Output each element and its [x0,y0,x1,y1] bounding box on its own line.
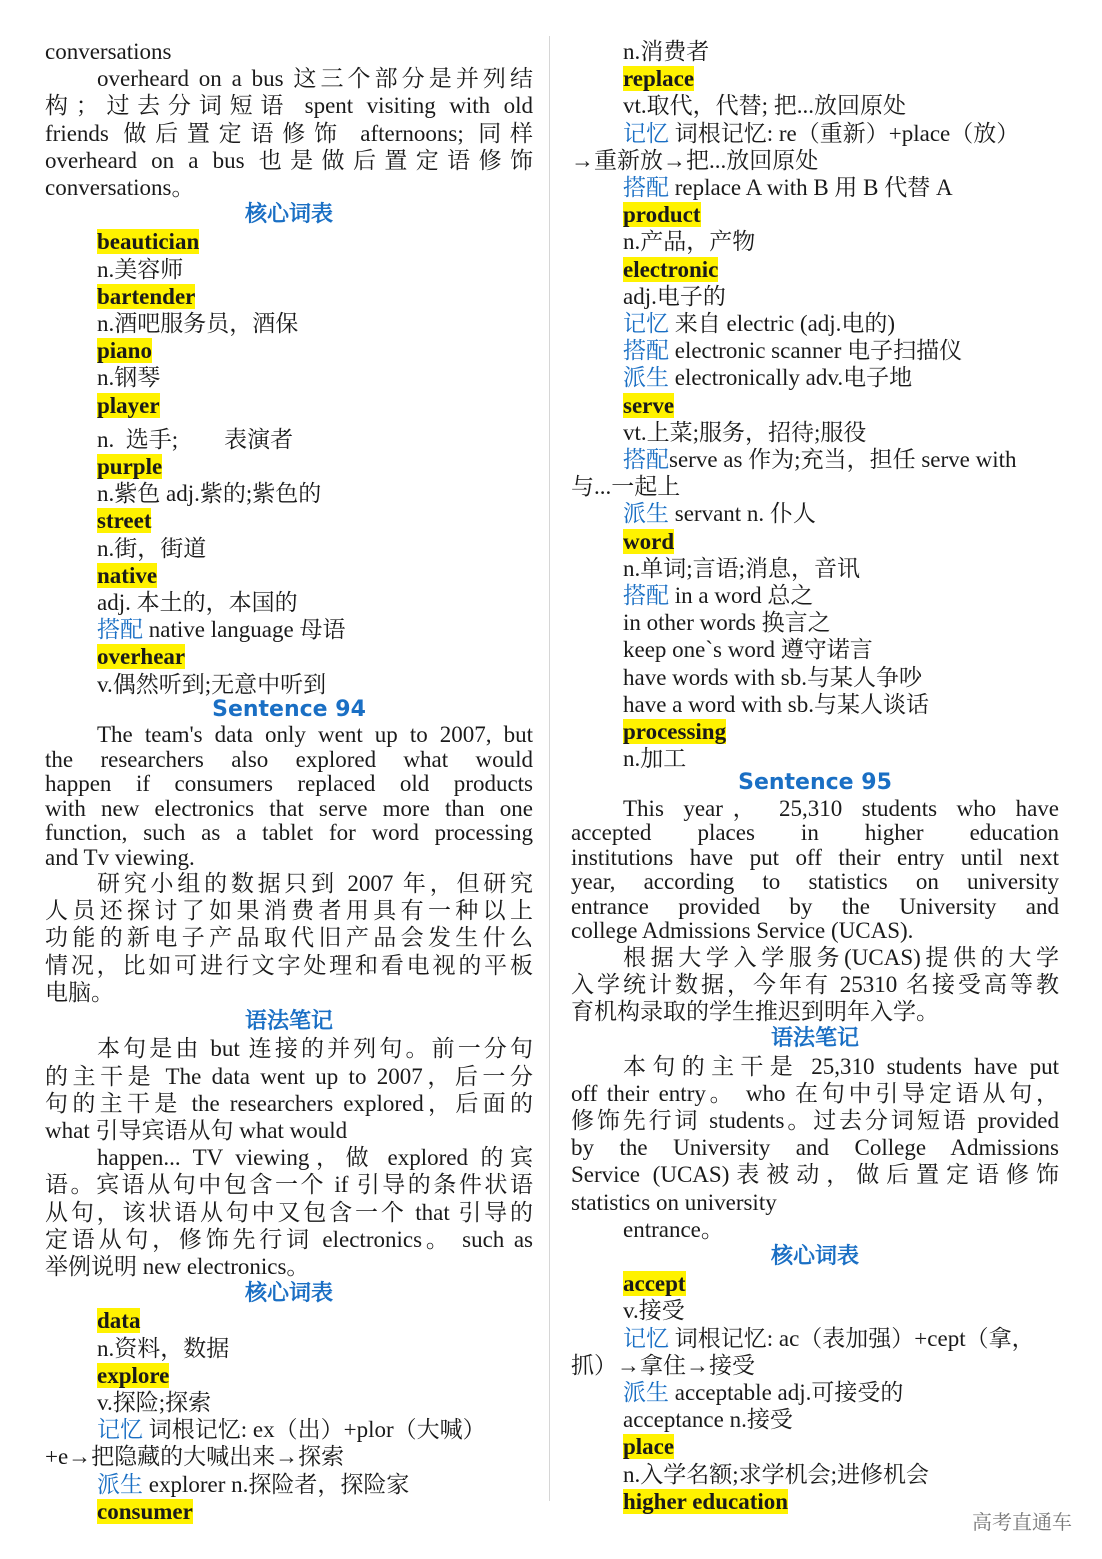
vocab-definition: n.钢琴 [97,365,161,391]
vocab-memory: 记忆 来自 electric (adj.电的) [623,311,896,337]
text-line: overheard on a bus 也是做后置定语修饰 [45,147,533,173]
vocab-definition: adj. 本土的，本国的 [97,590,298,616]
intro-paragraph [45,38,533,201]
text-line: conversations [45,39,172,64]
text-line: 句的主干是 the researchers explored，后面的 [45,1090,533,1116]
text-line: 从句，该状语从句中又包含一个 that 引导的 [45,1199,533,1225]
text-line: 研究小组的数据只到 2007 年，但研究 [97,871,533,897]
vocab-definition: n.美容师 [97,256,184,282]
left-column [45,38,533,1525]
vocab-definition: v.偶然听到;无意中听到 [97,671,327,697]
vocab-phrase: have a word with sb.与某人谈话 [623,691,929,717]
vocab-word: electronic [623,256,719,282]
vocab-word: explore [97,1362,170,1388]
vocab-collocation: 搭配 replace A with B 用 B 代替 A [623,175,953,201]
vocab-definition: n.消费者 [623,39,710,64]
vocab-collocation: 搭配serve as 作为;充当，担任 serve with [623,447,1017,473]
vocab-phrase: acceptance n.接受 [623,1407,793,1433]
text-line: This year ， 25,310 students who have [623,795,1059,821]
vocab-definition: v.探险;探索 [97,1389,212,1415]
text-line: by the University and College Admissions [571,1135,1059,1161]
text-line: Service (UCAS)表被动，做后置定语修饰 [571,1162,1059,1188]
vocab-word: replace [623,66,695,92]
vocab-list [45,1307,533,1525]
vocab-phrase: in other words 换言之 [623,610,831,636]
vocab-definition: n.街，街道 [97,535,207,561]
vocab-collocation-cont: 与...一起上 [571,474,681,500]
vocab-collocation: 搭配 in a word 总之 [623,583,814,609]
text-line: 构；过去分词短语 spent visiting with old [45,93,533,119]
vocab-memory: 记忆 词根记忆: re（重新）+place（放） [623,120,1020,146]
vocab-word: word [623,528,675,554]
text-line: and Tv viewing. [45,844,195,870]
watermark: 高考直通车 [972,1510,1072,1534]
section-heading-grammar: 语法笔记 [244,1009,333,1035]
text-line: conversations。 [45,175,195,201]
sentence-heading: Sentence 95 [738,770,892,796]
text-line: friends 做后置定语修饰 afternoons; 同样 [45,120,533,146]
vocab-definition: n.紫色 adj.紫的;紫色的 [97,481,322,507]
text-line: 入学统计数据，今年有 25310 名接受高等教 [571,971,1059,997]
vocab-derivative: 派生 acceptable adj.可接受的 [623,1379,904,1405]
vocab-derivative: 派生 servant n. 仆人 [623,501,816,527]
text-line: overheard on a bus 这三个部分是并列结 [97,66,533,92]
text-line: entrance。 [623,1216,724,1242]
text-line: the researchers also explored what would [45,746,533,772]
vocab-word: purple [97,454,163,480]
vocab-word: accept [623,1271,686,1297]
vocab-definition: n.产品，产物 [623,229,756,255]
text-line: statistics on university [571,1189,777,1215]
vocab-word: serve [623,392,675,418]
vocab-definition: n.单词;言语;消息，音讯 [623,555,861,581]
vocab-word: piano [97,338,152,364]
vocab-definition: n.酒吧服务员，酒保 [97,311,299,337]
text-line: institutions have put off their entry until next [571,844,1059,870]
sentence-english [45,723,533,870]
vocab-derivative: 派生 explorer n.探险者，探险家 [97,1471,410,1497]
text-line: The team's data only went up to 2007, but [97,722,533,748]
text-line: with new electronics that serve more than one [45,795,533,821]
grammar-notes [45,1035,533,1280]
text-line: 本句是由 but 连接的并列句。前一分句 [97,1036,533,1062]
vocab-word: bartender [97,283,196,309]
text-line: 功能的新电子产品取代旧产品会发生什么 [45,925,533,951]
text-line: 根据大学入学服务(UCAS)提供的大学 [623,944,1059,970]
vocab-word: beautician [97,229,200,255]
grammar-notes [571,1053,1059,1243]
vocab-definition: n.资料，数据 [97,1335,230,1361]
text-line: year, according to statistics on university [571,869,1059,895]
vocab-word: player [97,392,160,418]
vocab-definition: vt.取代，代替; 把...放回原处 [623,93,907,119]
text-line: what 引导宾语从句 what would [45,1117,348,1143]
text-line: off their entry。 who 在句中引导定语从句， [571,1080,1059,1106]
vocab-definition: vt.上菜;服务，招待;服役 [623,419,867,445]
vocab-list [45,228,533,697]
text-line: 育机构录取的学生推迟到明年入学。 [571,999,939,1025]
vocab-collocation: 搭配 electronic scanner 电子扫描仪 [623,338,963,364]
text-line: 情况，比如可进行文字处理和看电视的平板 [45,952,533,978]
text-line: 举例说明 new electronics。 [45,1253,310,1279]
section-heading-vocab: 核心词表 [770,1243,859,1269]
text-line: 本句的主干是 25,310 students have put [623,1053,1059,1079]
text-line: 的主干是 The data went up to 2007，后一分 [45,1063,533,1089]
vocab-word: product [623,202,701,228]
text-line: college Admissions Service (UCAS). [571,918,914,944]
vocab-word: native [97,562,158,588]
sentence-english [571,797,1059,944]
section-heading-grammar: 语法笔记 [770,1026,859,1052]
section-heading-vocab: 核心词表 [244,202,333,228]
text-line: 电脑。 [45,979,114,1005]
text-line: 语。宾语从句中包含一个 if 引导的条件状语 [45,1172,533,1198]
vocab-memory-cont: →重新放→把...放回原处 [571,147,819,173]
text-line: entrance provided by the University and [571,893,1059,919]
text-line: function, such as a tablet for word processing [45,820,533,846]
vocab-definition: n.加工 [623,746,687,772]
vocab-word: place [623,1434,675,1460]
vocab-word: data [97,1308,141,1334]
vocab-memory-cont: +e→把隐藏的大喊出来→探索 [45,1444,345,1470]
vocab-definition: v.接受 [623,1298,685,1324]
sentence-heading: Sentence 94 [212,696,366,722]
vocab-word: higher education [623,1488,789,1514]
vocab-definition: n.入学名额;求学机会;进修机会 [623,1461,930,1487]
vocab-memory: 记忆 词根记忆: ac（表加强）+cept（拿， [623,1325,1035,1351]
text-line: happen if consumers replaced old products [45,771,533,797]
vocab-phrase: have words with sb.与某人争吵 [623,664,922,690]
text-line: 人员还探讨了如果消费者用具有一种以上 [45,898,533,924]
text-line: 定语从句，修饰先行词 electronics。 such as [45,1226,533,1252]
text-line: 修饰先行词 students。过去分词短语 provided [571,1107,1059,1133]
vocab-word: street [97,508,152,534]
right-column [571,38,1059,1515]
vocab-memory-cont: 抓）→拿住→接受 [571,1352,755,1378]
column-divider [549,36,550,1501]
vocab-word: consumer [97,1498,193,1524]
vocab-memory: 记忆 词根记忆: ex（出）+plor（大喊） [97,1417,486,1443]
sentence-translation [571,944,1059,1026]
vocab-word: processing [623,719,727,745]
section-heading-vocab: 核心词表 [244,1281,333,1307]
vocab-phrase: keep one`s word 遵守诺言 [623,637,873,663]
text-line: accepted places in higher education [571,820,1059,846]
vocab-definition: n. 选手; 表演者 [97,426,294,452]
text-line: happen... TV viewing，做 explored 的宾 [97,1145,533,1171]
vocab-word: overhear [97,644,186,670]
vocab-definition: adj.电子的 [623,283,726,309]
vocab-list [571,1270,1059,1515]
vocab-collocation: 搭配 native language 母语 [97,617,346,643]
sentence-translation [45,870,533,1006]
vocab-derivative: 派生 electronically adv.电子地 [623,365,913,391]
